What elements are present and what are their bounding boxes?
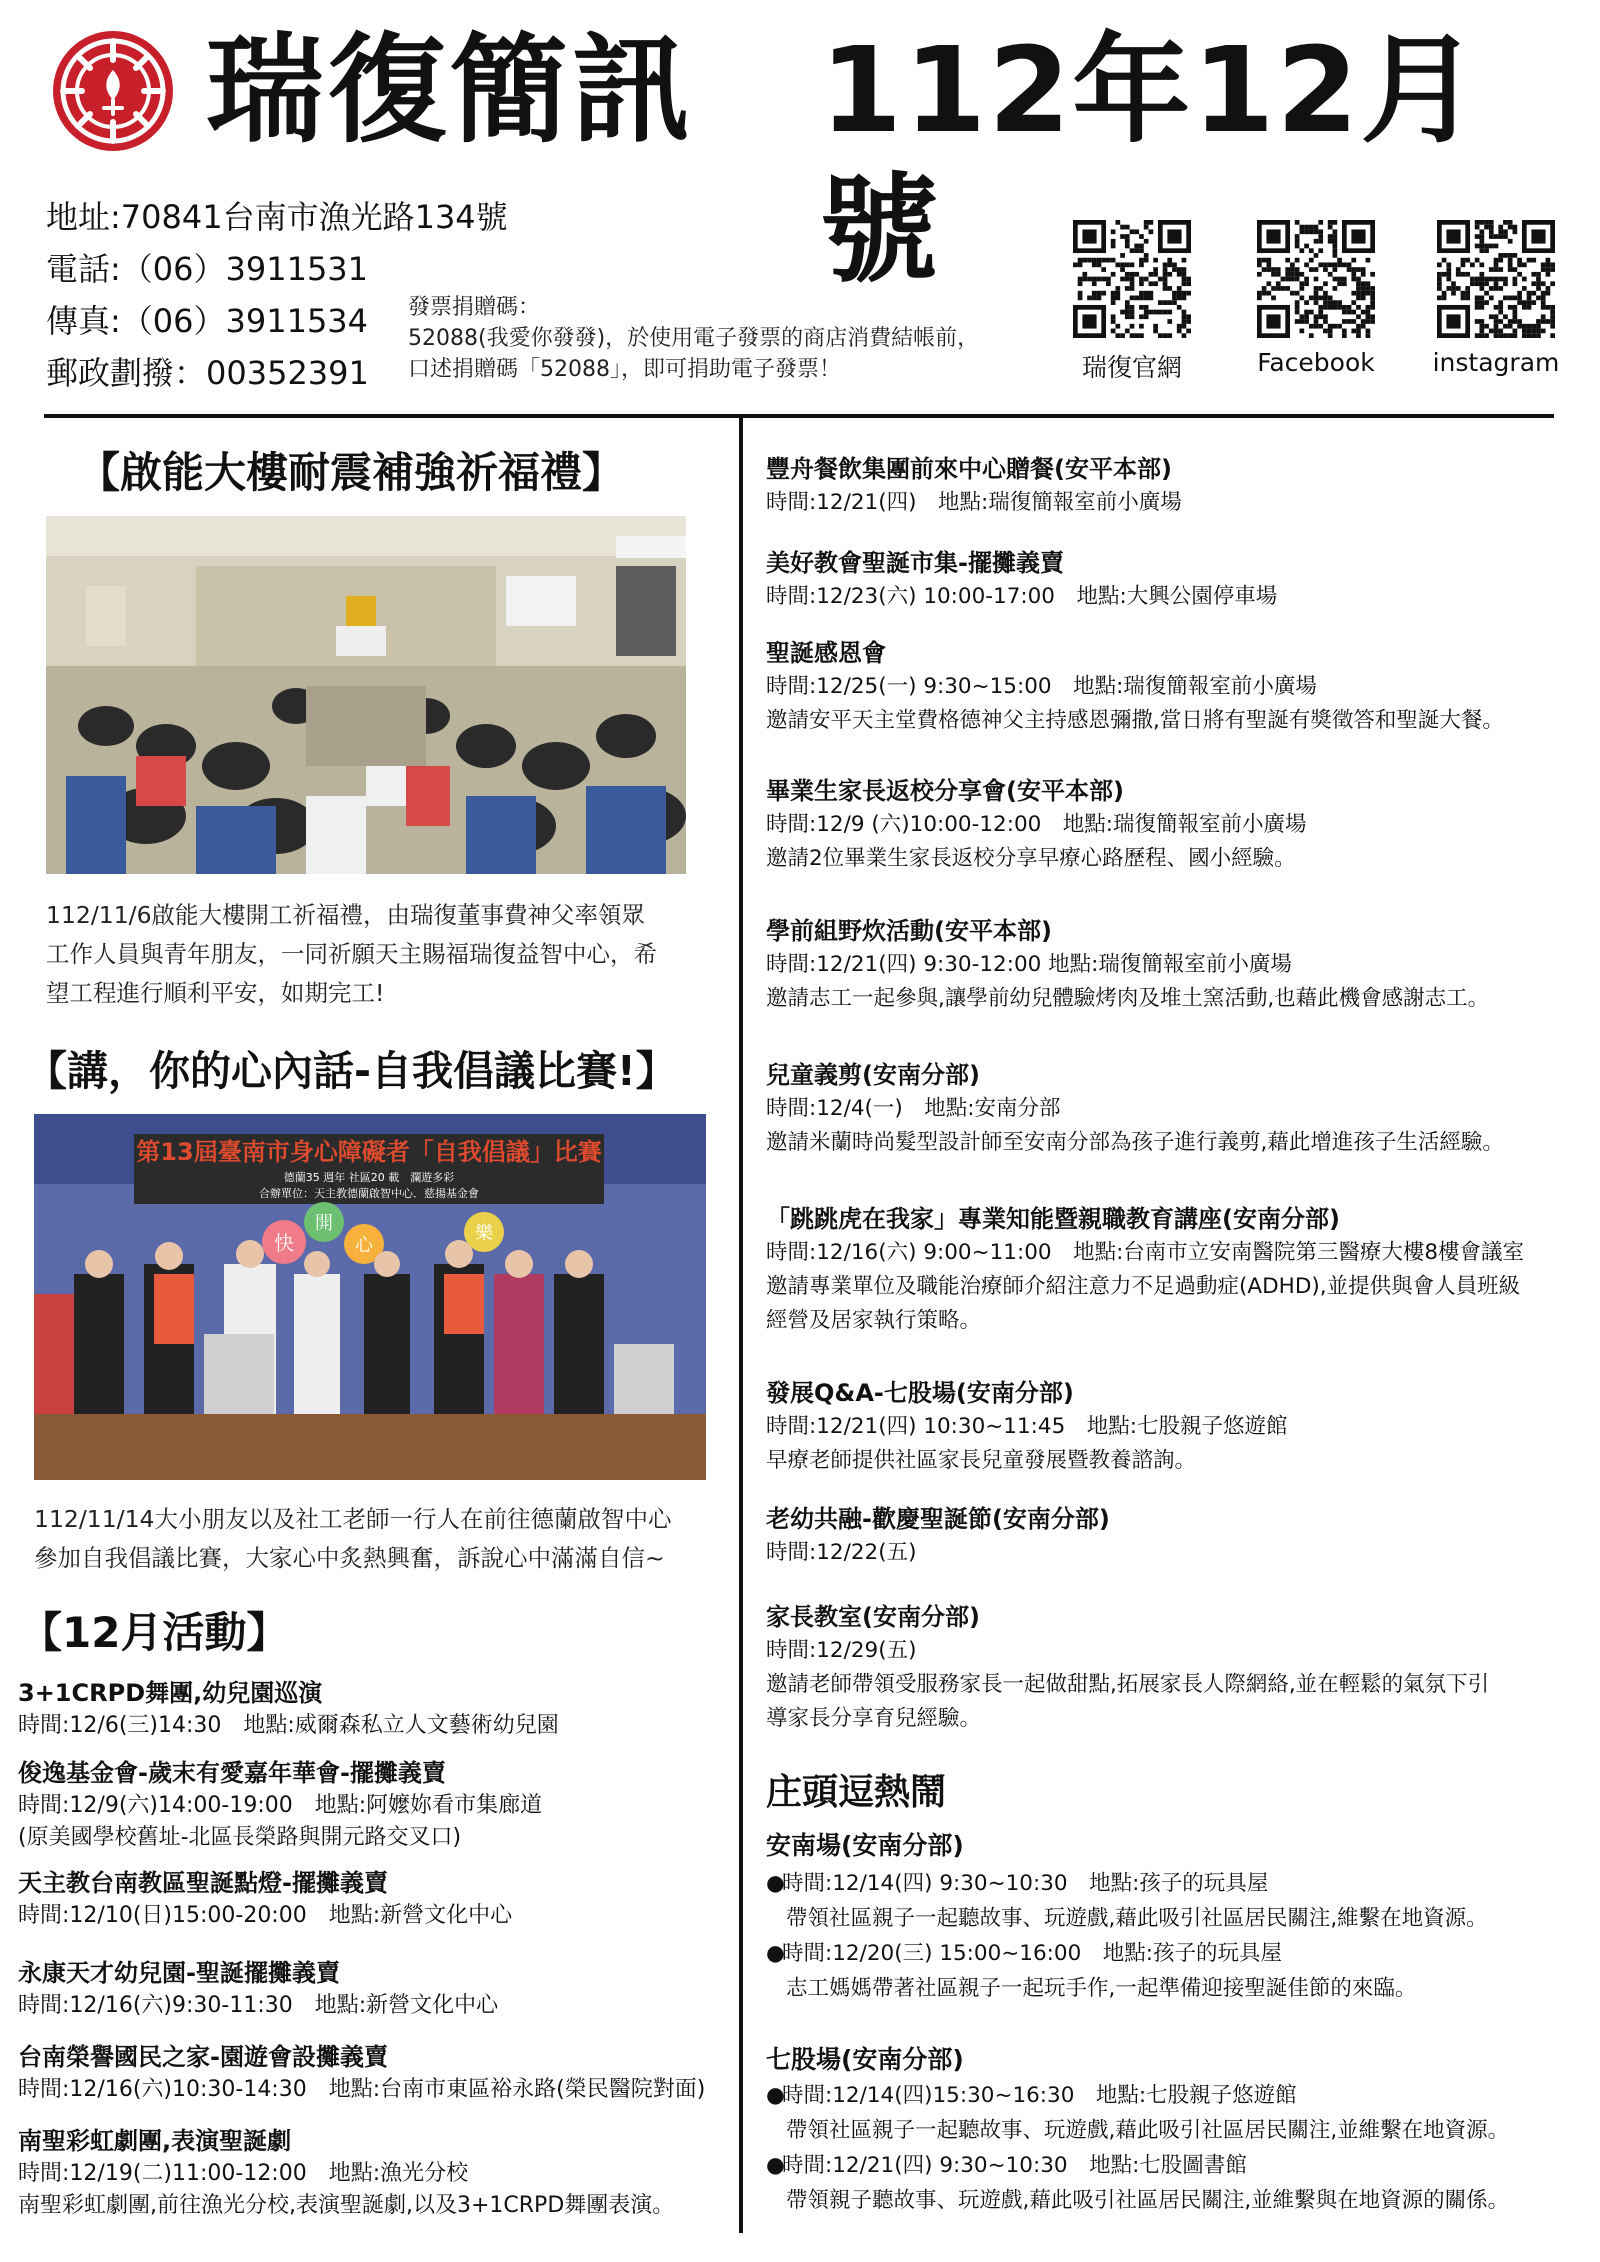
caption-line: 工作人員與青年朋友，一同祈願天主賜福瑞復益智中心，希 bbox=[46, 940, 657, 968]
caption-line: 112/11/6啟能大樓開工祈福禮，由瑞復董事費神父率領眾 bbox=[46, 901, 646, 929]
december-event-rainbow-theatre bbox=[18, 2124, 674, 2222]
december-event-lighting bbox=[18, 1866, 512, 1932]
event-line: 時間:12/6(三)14:30 地點:威爾森私立人文藝術幼兒園 bbox=[18, 1713, 559, 1738]
village-item-time: 時間:12/14(四)15:30~16:30 地點:七股親子悠遊館 bbox=[782, 2083, 1297, 2108]
organization-logo bbox=[50, 28, 176, 154]
section-title-advocacy: 【講，你的心內話-自我倡議比賽!】 bbox=[26, 1047, 677, 1095]
donation-line: 發票捐贈碼： bbox=[408, 295, 541, 320]
event-title: 永康天才幼兒園-聖誕擺攤義賣 bbox=[18, 1959, 340, 1987]
donation-line: 口述捐贈碼「52088」，即可捐助電子發票！ bbox=[408, 357, 841, 382]
banner-petal: 快 bbox=[274, 1231, 294, 1255]
blessing-ceremony-photo bbox=[46, 516, 686, 874]
event-line: 時間:12/10(日)15:00-20:00 地點:新營文化中心 bbox=[18, 1903, 513, 1928]
event-line: 邀請專業單位及職能治療師介紹注意力不足過動症(ADHD),並提供與會人員班級 bbox=[766, 1274, 1521, 1299]
event-title: 聖誕感恩會 bbox=[766, 639, 886, 667]
village-item bbox=[766, 2078, 1509, 2148]
event-title: 美好教會聖誕市集-擺攤義賣 bbox=[766, 549, 1064, 577]
banner-title: 第13屆臺南市身心障礙者「自我倡議」比賽 bbox=[136, 1138, 602, 1166]
event-line: 時間:12/21(四) 10:30~11:45 地點:七股親子悠遊館 bbox=[766, 1414, 1288, 1439]
qr-label: 瑞復官網 bbox=[1081, 353, 1182, 382]
banner-petal: 樂 bbox=[475, 1223, 493, 1244]
event-line: (原美國學校舊址-北區長榮路與開元路交叉口) bbox=[18, 1825, 462, 1850]
village-item bbox=[766, 1936, 1416, 2006]
event-line: 邀請2位畢業生家長返校分享早療心路歷程、國小經驗。 bbox=[766, 846, 1296, 871]
blessing-caption bbox=[46, 896, 657, 1013]
event-meal-donation bbox=[766, 452, 1182, 520]
december-event-veterans bbox=[18, 2040, 705, 2106]
event-line: 時間:12/29(五) bbox=[766, 1638, 917, 1663]
event-title: 台南榮譽國民之家-園遊會設攤義賣 bbox=[18, 2043, 388, 2071]
event-title: 南聖彩虹劇團,表演聖誕劇 bbox=[18, 2127, 292, 2155]
bullet-icon: ● bbox=[766, 1871, 785, 1896]
event-title: 發展Q&A-七股場(安南分部) bbox=[766, 1379, 1074, 1407]
event-charity-haircut bbox=[766, 1058, 1504, 1160]
donation-info bbox=[408, 292, 1048, 385]
column-divider bbox=[739, 418, 743, 2233]
event-adhd-lecture bbox=[766, 1202, 1524, 1338]
event-line: 時間:12/9 (六)10:00-12:00 地點:瑞復簡報室前小廣場 bbox=[766, 812, 1307, 837]
qr-code-icon bbox=[1257, 220, 1375, 338]
event-line: 邀請老師帶領受服務家長一起做甜點,拓展家長人際網絡,並在輕鬆的氣氛下引 bbox=[766, 1672, 1490, 1697]
village-item-desc: 志工媽媽帶著社區親子一起玩手作,一起準備迎接聖誕佳節的來臨。 bbox=[786, 1976, 1417, 2001]
event-line: 時間:12/25(一) 9:30~15:00 地點:瑞復簡報室前小廣場 bbox=[766, 674, 1317, 699]
donation-line: 52088(我愛你發發)，於使用電子發票的商店消費結帳前， bbox=[408, 326, 980, 351]
qr-code-icon bbox=[1073, 220, 1191, 338]
bullet-icon: ● bbox=[766, 2083, 785, 2108]
december-event-kindergarten bbox=[18, 1956, 498, 2022]
event-title: 兒童義剪(安南分部) bbox=[766, 1061, 980, 1089]
event-line: 時間:12/23(六) 10:00-17:00 地點:大興公園停車場 bbox=[766, 584, 1278, 609]
event-line: 南聖彩虹劇團,前往漁光分校,表演聖誕劇,以及3+1CRPD舞團表演。 bbox=[18, 2193, 675, 2218]
village-item-time: 時間:12/21(四) 9:30~10:30 地點:七股圖書館 bbox=[782, 2153, 1247, 2178]
village-item bbox=[766, 2148, 1509, 2218]
event-line: 早療老師提供社區家長兒童發展暨教養諮詢。 bbox=[766, 1448, 1197, 1473]
village-group-annan: 安南場(安南分部) bbox=[766, 1831, 964, 1860]
village-item-desc: 帶領社區親子一起聽故事、玩遊戲,藉此吸引社區居民關注,維繫在地資源。 bbox=[786, 1906, 1488, 1931]
event-line: 導家長分享育兒經驗。 bbox=[766, 1706, 982, 1731]
postal-text: 郵政劃撥：00352391 bbox=[46, 354, 369, 392]
village-item-time: 時間:12/14(四) 9:30~10:30 地點:孩子的玩具屋 bbox=[782, 1871, 1269, 1896]
header-divider bbox=[44, 414, 1554, 418]
qr-label: Facebook bbox=[1257, 348, 1375, 377]
event-preschool-bbq bbox=[766, 914, 1489, 1016]
event-line: 時間:12/21(四) 地點:瑞復簡報室前小廣場 bbox=[766, 490, 1182, 515]
banner-organizer: 合辦單位：天主教德蘭啟智中心．慈揚基金會 bbox=[259, 1187, 479, 1200]
event-line: 時間:12/16(六)10:30-14:30 地點:台南市東區裕永路(榮民醫院對面) bbox=[18, 2077, 706, 2102]
banner-subtitle: 德蘭35 週年 社區20 載 瀾遊多彩 bbox=[283, 1171, 455, 1184]
event-christmas-celebration bbox=[766, 1502, 1110, 1570]
issue-label: 112年12月號 bbox=[820, 21, 1481, 299]
qr-website[interactable] bbox=[1062, 220, 1202, 384]
bullet-icon: ● bbox=[766, 2153, 785, 2178]
event-christmas-thanksgiving bbox=[766, 636, 1504, 738]
advocacy-caption bbox=[34, 1500, 672, 1578]
section-title-december: 【12月活動】 bbox=[20, 1608, 289, 1657]
event-line: 時間:12/22(五) bbox=[766, 1540, 917, 1565]
newsletter-title: 瑞復簡訊 bbox=[206, 21, 695, 159]
event-line: 時間:12/19(二)11:00-12:00 地點:漁光分校 bbox=[18, 2161, 469, 2186]
event-title: 天主教台南教區聖誕點燈-擺攤義賣 bbox=[18, 1869, 388, 1897]
caption-line: 望工程進行順利平安，如期完工! bbox=[46, 979, 385, 1007]
event-development-qa bbox=[766, 1376, 1288, 1478]
event-title: 家長教室(安南分部) bbox=[766, 1603, 980, 1631]
caption-line: 112/11/14大小朋友以及社工老師一行人在前往德蘭啟智中心 bbox=[34, 1505, 672, 1533]
december-event-crpd-tour bbox=[18, 1676, 559, 1742]
december-event-carnival bbox=[18, 1756, 542, 1854]
event-parent-classroom bbox=[766, 1600, 1489, 1736]
bullet-icon: ● bbox=[766, 1941, 785, 1966]
event-line: 時間:12/9(六)14:00-19:00 地點:阿嬤妳看市集廊道 bbox=[18, 1793, 543, 1818]
village-item-time: 時間:12/20(三) 15:00~16:00 地點:孩子的玩具屋 bbox=[782, 1941, 1282, 1966]
qr-instagram[interactable] bbox=[1426, 220, 1566, 377]
village-group-qigu: 七股場(安南分部) bbox=[766, 2045, 964, 2074]
banner-petal: 心 bbox=[355, 1235, 373, 1256]
village-item-desc: 帶領社區親子一起聽故事、玩遊戲,藉此吸引社區居民關注,並維繫在地資源。 bbox=[786, 2118, 1510, 2143]
village-item bbox=[766, 1866, 1488, 1936]
event-title: 畢業生家長返校分享會(安平本部) bbox=[766, 777, 1124, 805]
event-graduate-parents bbox=[766, 774, 1307, 876]
banner-petal: 開 bbox=[315, 1213, 333, 1234]
event-title: 學前組野炊活動(安平本部) bbox=[766, 917, 1052, 945]
event-line: 邀請安平天主堂費格德神父主持感恩彌撒,當日將有聖誕有獎徵答和聖誕大餐。 bbox=[766, 708, 1504, 733]
village-item-desc: 帶領親子聽故事、玩遊戲,藉此吸引社區居民關注,並維繫與在地資源的關係。 bbox=[786, 2188, 1510, 2213]
village-section-title: 庄頭逗熱鬧 bbox=[766, 1772, 947, 1813]
event-line: 時間:12/21(四) 9:30-12:00 地點:瑞復簡報室前小廣場 bbox=[766, 952, 1292, 977]
event-line: 邀請志工一起參與,讓學前幼兒體驗烤肉及堆土窯活動,也藉此機會感謝志工。 bbox=[766, 986, 1490, 1011]
event-title: 豐舟餐飲集團前來中心贈餐(安平本部) bbox=[766, 455, 1172, 483]
event-title: 老幼共融-歡慶聖誕節(安南分部) bbox=[766, 1505, 1110, 1533]
advocacy-contest-photo bbox=[34, 1114, 706, 1480]
event-line: 經營及居家執行策略。 bbox=[766, 1308, 982, 1333]
section-title-blessing: 【啟能大樓耐震補強祈福禮】 bbox=[78, 448, 625, 497]
caption-line: 參加自我倡議比賽，大家心中炙熱興奮，訴說心中滿滿自信~ bbox=[34, 1544, 665, 1572]
qr-label: instagram bbox=[1432, 348, 1560, 377]
event-church-market bbox=[766, 546, 1277, 614]
event-line: 時間:12/4(一) 地點:安南分部 bbox=[766, 1096, 1061, 1121]
phone-text: 電話:（06）3911531 bbox=[46, 250, 369, 288]
qr-code-icon bbox=[1437, 220, 1555, 338]
event-title: 俊逸基金會-歲末有愛嘉年華會-擺攤義賣 bbox=[18, 1759, 446, 1787]
event-line: 時間:12/16(六) 9:00~11:00 地點:台南市立安南醫院第三醫療大樓8樓會議室 bbox=[766, 1240, 1524, 1265]
event-line: 時間:12/16(六)9:30-11:30 地點:新營文化中心 bbox=[18, 1993, 499, 2018]
fax-text: 傳真:（06）3911534 bbox=[46, 302, 369, 340]
qr-facebook[interactable] bbox=[1246, 220, 1386, 377]
event-title: 3+1CRPD舞團,幼兒園巡演 bbox=[18, 1679, 323, 1707]
event-line: 邀請米蘭時尚髮型設計師至安南分部為孩子進行義剪,藉此增進孩子生活經驗。 bbox=[766, 1130, 1504, 1155]
address-text: 地址:70841台南市漁光路134號 bbox=[46, 198, 508, 236]
event-title: 「跳跳虎在我家」專業知能暨親職教育講座(安南分部) bbox=[766, 1205, 1340, 1233]
